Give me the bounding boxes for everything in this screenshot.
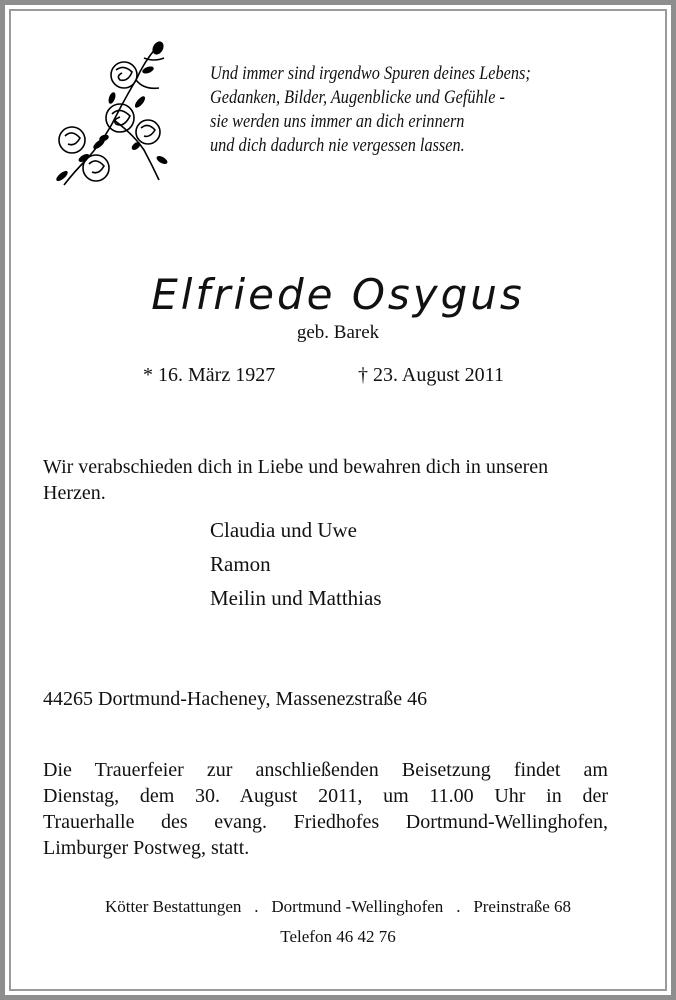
mourner: Meilin und Matthias [210,586,382,610]
funeral-home-street: Preinstraße 68 [473,897,572,916]
ceremony-line: Die Trauerfeier zur anschließenden Beisetzung findet am [43,759,608,781]
funeral-home-location: Dortmund -Wellinghofen [271,897,444,916]
mourners-list [210,513,382,615]
family-address: 44265 Dortmund-Hacheney, Massenezstraße 46 [43,688,428,710]
funeral-home-name: Kötter Bestattungen [104,897,242,916]
birth-date: * 16. März 1927 [143,364,276,386]
poem-line: Und immer sind irgendwo Spuren deines Lebens; [210,64,531,84]
separator: . [456,897,461,916]
poem-line: sie werden uns immer an dich erinnern [210,112,465,132]
death-date: † 23. August 2011 [358,364,504,386]
roses-icon [44,40,182,190]
deceased-name-container [0,270,676,320]
ceremony-line: Limburger Postweg, statt. [43,837,250,859]
ceremony-line: Trauerhalle des evang. Friedhofes Dortmund-Wellinghofen, [43,811,608,833]
mourner: Claudia und Uwe [210,518,357,542]
maiden-name: geb. Barek [296,322,380,343]
poem [210,62,531,158]
separator: . [254,897,259,916]
farewell-text: Wir verabschieden dich in Liebe und bewahren dich in unseren Herzen. [43,456,549,504]
ceremony-info [43,757,608,861]
deceased-name: Elfriede Osygus [151,270,525,319]
poem-line: und dich dadurch nie vergessen lassen. [210,136,465,156]
ceremony-line: Dienstag, dem 30. August 2011, um 11.00 Uhr in der [43,785,608,807]
mourner: Ramon [210,552,271,576]
funeral-home-phone: Telefon 46 42 76 [280,927,396,946]
funeral-home-details [0,897,676,917]
poem-line: Gedanken, Bilder, Augenblicke und Gefühle - [210,88,505,108]
